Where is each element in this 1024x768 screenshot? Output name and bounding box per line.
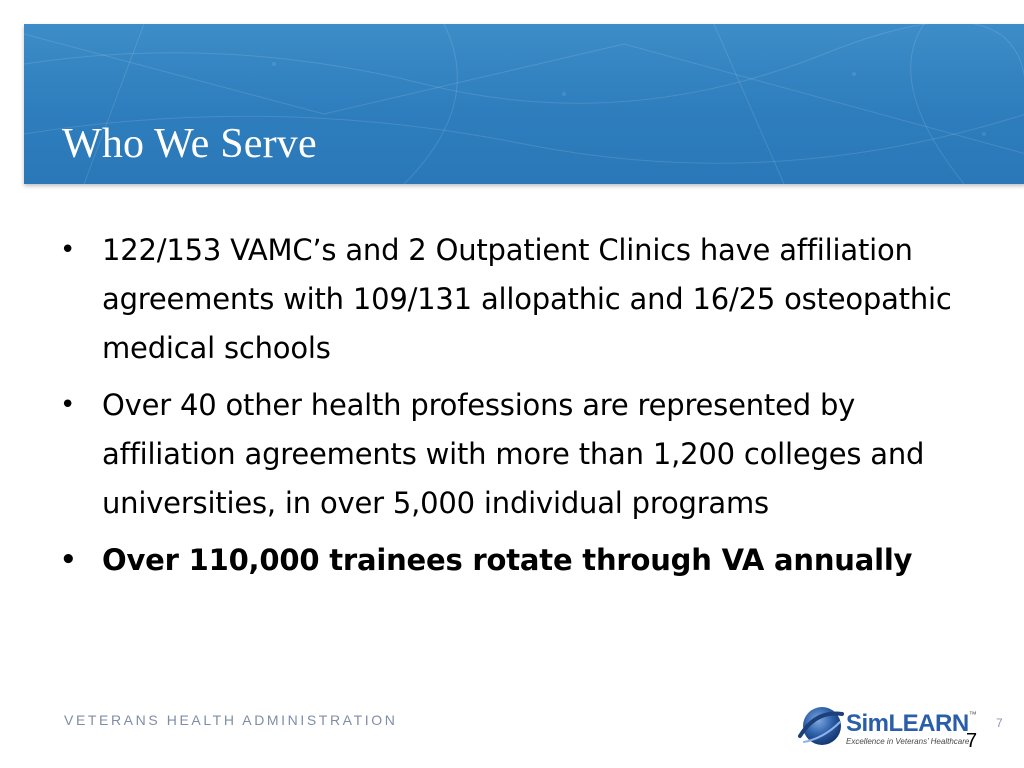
bullet-marker: • <box>60 235 76 265</box>
bullet-marker: • <box>60 390 76 420</box>
logo-trademark: ™ <box>968 710 977 719</box>
slide-title: Who We Serve <box>62 121 317 167</box>
bullet-marker: • <box>60 545 77 575</box>
bullet-item-health-professions <box>60 381 980 528</box>
logo-tagline: Excellence in Veterans’ Healthcare <box>846 737 970 746</box>
logo-brand <box>846 710 976 738</box>
bullet-list <box>60 226 980 593</box>
bullet-text: 122/153 VAMC’s and 2 Outpatient Clinics have affiliation agreements with 109/131 allopathic and 16/25 osteopathic medical schools <box>102 233 952 365</box>
globe-icon <box>796 698 844 754</box>
slide-number-large: 7 <box>966 730 978 752</box>
title-banner <box>24 24 1024 184</box>
logo-brand-sim: Sim <box>846 710 889 737</box>
bullet-item-affiliations <box>60 226 980 373</box>
bullet-item-trainees <box>60 536 980 585</box>
footer-organization: VETERANS HEALTH ADMINISTRATION <box>64 712 398 728</box>
bullet-text: Over 40 other health professions are represented by affiliation agreements with more than 1,200 colleges and universities, in over 5,000 individual programs <box>102 388 925 520</box>
bullet-text: Over 110,000 trainees rotate through VA annually <box>102 543 913 577</box>
slide-number-small: 7 <box>996 716 1003 730</box>
logo-brand-learn: LEARN <box>888 710 969 737</box>
simlearn-logo <box>796 698 976 754</box>
